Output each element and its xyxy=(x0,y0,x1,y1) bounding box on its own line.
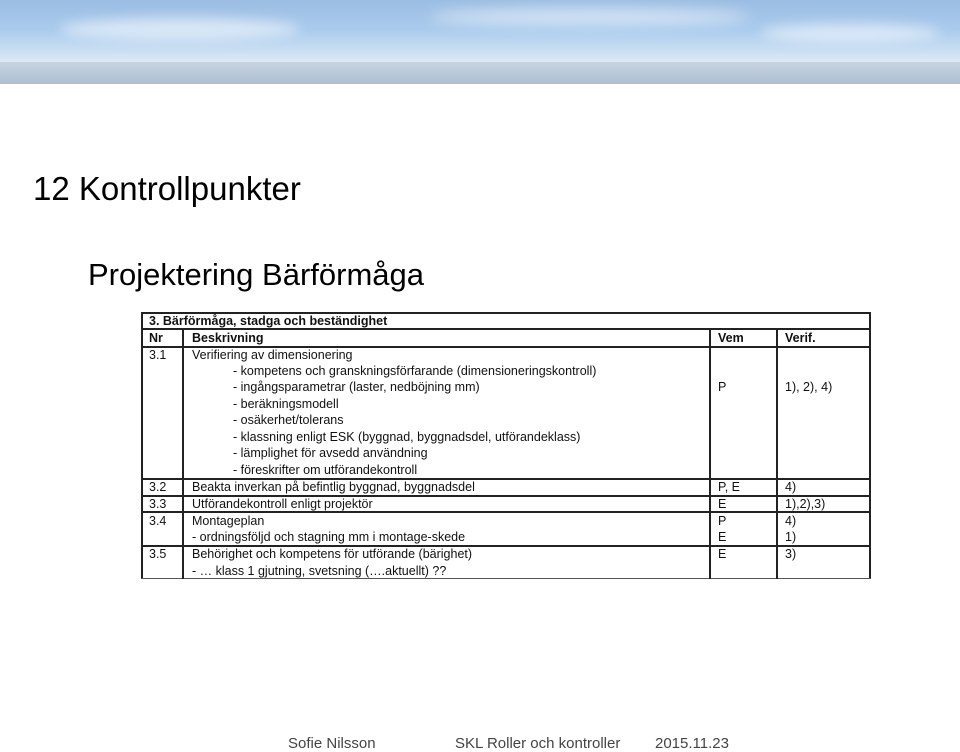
row-nr: 3.4 xyxy=(149,514,167,528)
row-vem: P xyxy=(718,380,727,394)
row-vem: E xyxy=(718,530,727,544)
footer-course: SKL Roller och kontroller xyxy=(455,735,621,752)
row-verif: 4) xyxy=(785,514,797,528)
row-vem: E xyxy=(718,497,727,511)
header-verif: Verif. xyxy=(785,331,816,345)
row-nr: 3.3 xyxy=(149,497,167,511)
footer-date: 2015.11.23 xyxy=(655,735,729,752)
row-description: Utförandekontroll enligt projektör xyxy=(192,497,373,511)
footer-author: Sofie Nilsson xyxy=(288,735,376,752)
document-table-image xyxy=(141,312,871,579)
row-description: - ingångsparametrar (laster, nedböjning mm) xyxy=(233,380,480,394)
row-verif: 1), 2), 4) xyxy=(785,380,833,394)
row-description: - ordningsföljd och stagning mm i montage-skede xyxy=(192,530,466,544)
row-description: Verifiering av dimensionering xyxy=(192,348,353,362)
row-nr: 3.2 xyxy=(149,480,167,494)
row-description: - lämplighet för avsedd användning xyxy=(233,446,428,460)
row-description: Beakta inverkan på befintlig byggnad, byggnadsdel xyxy=(192,480,475,494)
slide-title: 12 Kontrollpunkter xyxy=(33,170,301,207)
row-description: - beräkningsmodell xyxy=(233,397,339,411)
row-verif: 1) xyxy=(785,530,797,544)
row-vem: P xyxy=(718,514,727,528)
row-description: - föreskrifter om utförandekontroll xyxy=(233,463,418,477)
row-description: Behörighet och kompetens för utförande (bärighet) xyxy=(192,547,473,561)
header-banner-image xyxy=(0,0,960,84)
row-vem: P, E xyxy=(718,480,741,494)
row-description: - klassning enligt ESK (byggnad, byggnadsdel, utförandeklass) xyxy=(233,430,581,444)
row-vem: E xyxy=(718,547,727,561)
header-vem: Vem xyxy=(718,331,744,345)
section-heading: 3. Bärförmåga, stadga och beständighet xyxy=(149,314,388,328)
row-nr: 3.5 xyxy=(149,547,167,561)
header-beskrivning: Beskrivning xyxy=(192,331,264,345)
row-description: Montageplan xyxy=(192,514,265,528)
row-verif: 3) xyxy=(785,547,797,561)
row-nr: 3.1 xyxy=(149,348,167,362)
row-description: - kompetens och granskningsförfarande (dimensioneringskontroll) xyxy=(233,364,597,378)
row-verif: 1),2),3) xyxy=(785,497,826,511)
slide-subtitle: Projektering Bärförmåga xyxy=(88,257,424,292)
row-description: - osäkerhet/tolerans xyxy=(233,413,344,427)
row-description: - … klass 1 gjutning, svetsning (….aktuellt) ?? xyxy=(192,564,447,578)
header-nr: Nr xyxy=(149,331,163,345)
row-verif: 4) xyxy=(785,480,797,494)
